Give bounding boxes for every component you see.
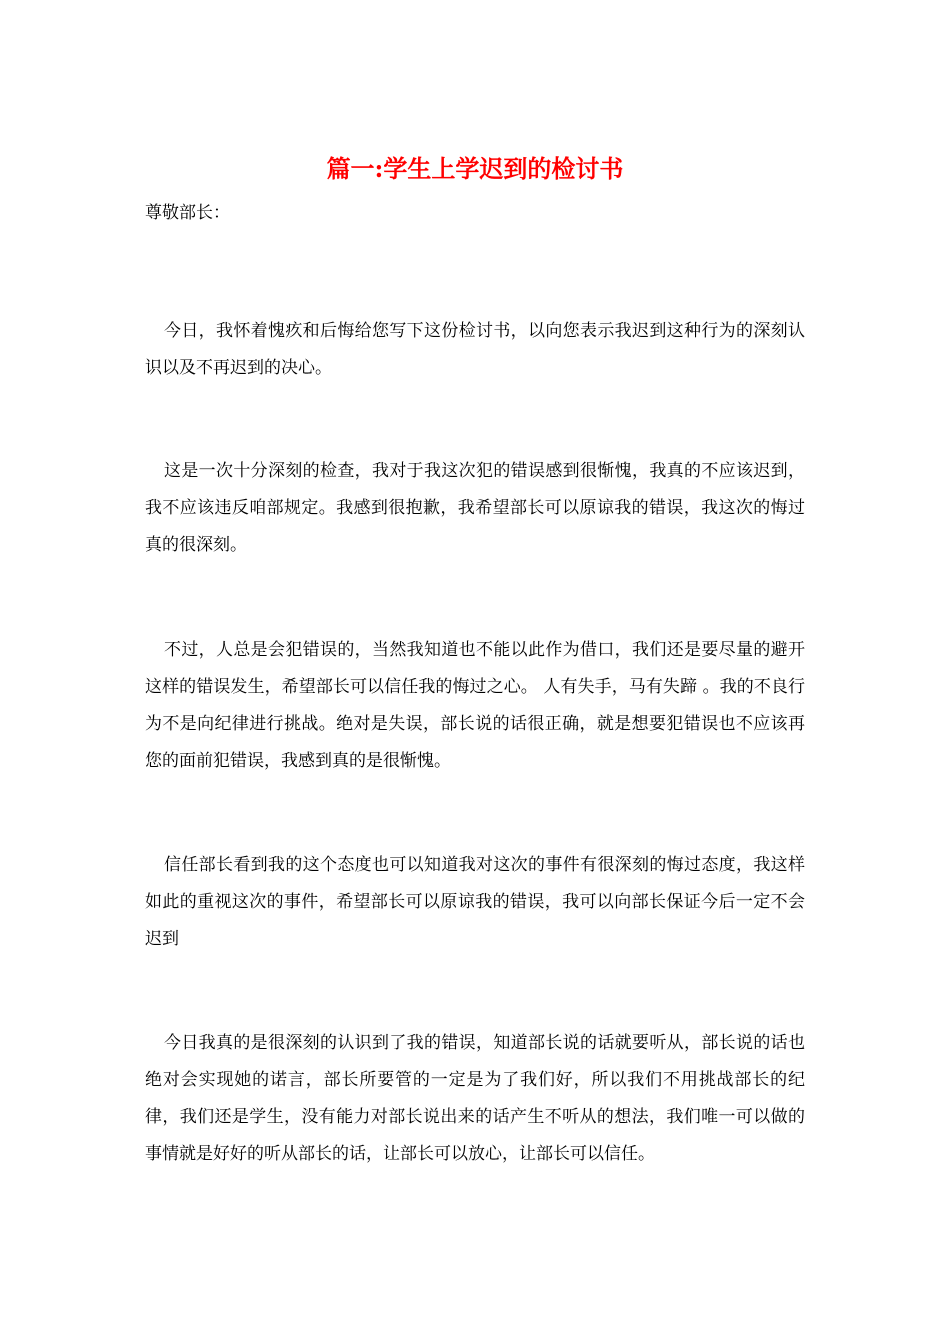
document-title: 篇一:学生上学迟到的检讨书 [326,154,624,183]
paragraph-5: 今日我真的是很深刻的认识到了我的错误，知道部长说的话就要听从，部长说的话也绝对会实现她的诺言，部长所要管的一定是为了我们好，所以我们不用挑战部长的纪律，我们还是学生，没有能力对部长说出来的话产生不听从的想法，我们唯一可以做的事情就是好好的听从部长的话，让部长可以放心，让部长可以信任。 [145,1033,805,1164]
paragraph-4: 信任部长看到我的这个态度也可以知道我对这次的事件有很深刻的悔过态度，我这样如此的重视这次的事件，希望部长可以原谅我的错误，我可以向部长保证今后一定不会迟到 [145,855,805,949]
paragraph-2: 这是一次十分深刻的检查，我对于我这次犯的错误感到很惭愧，我真的不应该迟到，我不应该违反咱部规定。我感到很抱歉，我希望部长可以原谅我的错误，我这次的悔过真的很深刻。 [145,461,805,555]
salutation: 尊敬部长： [145,203,230,223]
paragraph-3: 不过，人总是会犯错误的，当然我知道也不能以此作为借口，我们还是要尽量的避开这样的错误发生，希望部长可以信任我的悔过之心。 人有失手，马有失蹄 。我的不良行为不是向纪律进行挑战。绝对是失误，部长说的话很正确，就是想要犯错误也不应该再您的面前犯错误，我感到真的是很惭愧。 [145,640,805,771]
paragraph-1: 今日，我怀着愧疚和后悔给您写下这份检讨书，以向您表示我迟到这种行为的深刻认识以及不再迟到的决心。 [145,321,805,378]
